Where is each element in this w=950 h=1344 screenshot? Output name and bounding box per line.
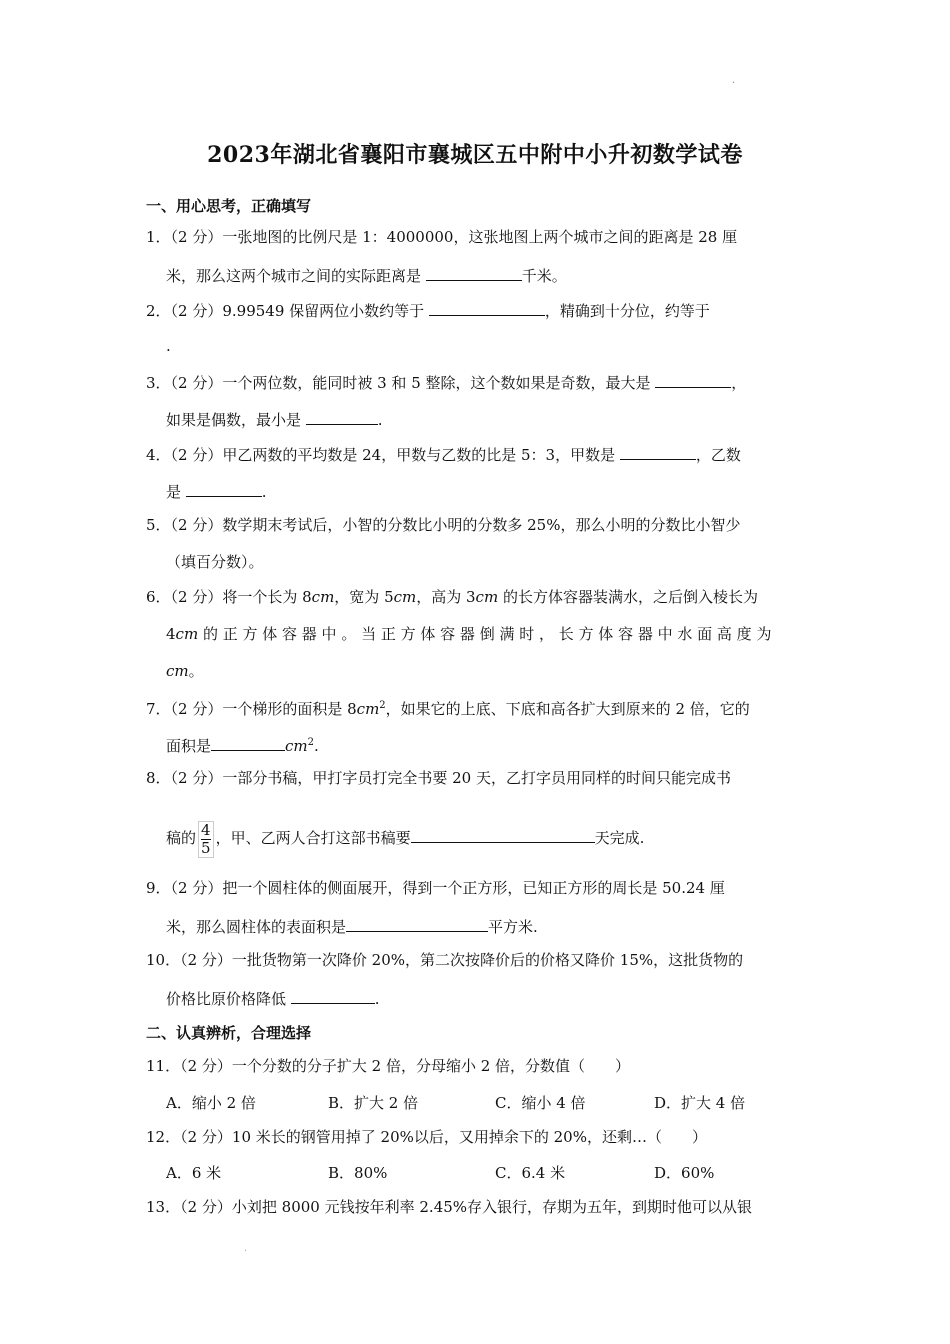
- question-3-text-2: ，: [731, 374, 747, 392]
- question-6-line-2: [166, 624, 771, 644]
- option-b[interactable]: B．80%: [328, 1164, 388, 1182]
- option-c[interactable]: C．缩小 4 倍: [495, 1094, 586, 1112]
- answer-blank[interactable]: [186, 480, 262, 497]
- question-9-line-2: [166, 915, 538, 937]
- question-3-text-3: 如果是偶数，最小是: [166, 411, 306, 429]
- question-9-line-1: 9．（2 分）把一个圆柱体的侧面展开，得到一个正方形，已知正方形的周长是 50.24 厘: [146, 879, 725, 897]
- answer-blank[interactable]: [346, 915, 488, 932]
- question-4-text-3: 是: [166, 483, 186, 501]
- question-6-line-1: [146, 587, 758, 607]
- question-7-line-2: [166, 733, 319, 756]
- question-9-text-2: 平方米.: [488, 918, 538, 936]
- option-c[interactable]: C．6.4 米: [495, 1164, 566, 1182]
- question-7-text-4: .: [314, 737, 319, 755]
- question-8-text-2: ，甲、乙两人合打这部书稿要: [215, 829, 411, 847]
- answer-blank[interactable]: [211, 734, 285, 751]
- question-1-line-1: 1．（2 分）一张地图的比例尺是 1：4000000，这张地图上两个城市之间的距离是 28 厘: [146, 228, 738, 246]
- question-2-text: 2．（2 分）9.99549 保留两位小数约等于: [146, 302, 429, 320]
- question-5-line-2: （填百分数）。: [166, 553, 264, 571]
- question-10-line-2: [166, 987, 380, 1009]
- answer-blank[interactable]: [426, 264, 522, 281]
- option-d[interactable]: D．扩大 4 倍: [654, 1094, 746, 1112]
- question-4-text: 4．（2 分）甲乙两数的平均数是 24，甲数与乙数的比是 5：3，甲数是: [146, 446, 620, 464]
- question-7-line-1: [146, 696, 750, 719]
- question-8-text: 稿的: [166, 829, 197, 847]
- question-4-line-1: [146, 443, 741, 465]
- option-d[interactable]: D．60%: [654, 1164, 715, 1182]
- question-6-text-5: 4: [166, 625, 176, 643]
- question-7-text-3: 面积是: [166, 737, 212, 755]
- square-exponent: 2: [307, 737, 315, 748]
- question-2-line-1: [146, 299, 710, 321]
- unit-cm: cm: [393, 588, 417, 606]
- question-3-line-2: [166, 408, 383, 430]
- square-exponent: 2: [379, 700, 386, 711]
- scan-dot: ·: [244, 1246, 248, 1257]
- question-10-text: 价格比原价格降低: [166, 990, 291, 1008]
- fraction-numerator: 4: [201, 820, 211, 839]
- unit-cm: cm: [285, 737, 308, 755]
- question-7-text-2: ，如果它的上底、下底和高各扩大到原来的 2 倍，它的: [385, 700, 750, 718]
- question-2-line-2: .: [166, 337, 171, 355]
- unit-cm: cm: [475, 588, 499, 606]
- unit-cm: cm: [175, 625, 199, 643]
- unit-cm: cm: [356, 700, 380, 718]
- question-6-line-3: [166, 661, 204, 681]
- question-9-text: 米，那么圆柱体的表面积是: [166, 918, 347, 936]
- question-8-line-1: 8．（2 分）一部分书稿，甲打字员打完全书要 20 天，乙打字员用同样的时间只能完成书: [146, 769, 731, 787]
- question-1-unit: 千米。: [521, 267, 567, 285]
- question-3-text-4: .: [377, 411, 383, 429]
- question-4-line-2: [166, 480, 267, 502]
- scan-dot: ·: [732, 78, 736, 89]
- answer-blank[interactable]: [291, 987, 375, 1004]
- question-11: 11．（2 分）一个分数的分子扩大 2 倍，分母缩小 2 倍，分数值（ ）: [146, 1057, 631, 1075]
- unit-cm: cm: [166, 662, 189, 680]
- question-6-text-6: 的 正 方 体 容 器 中 。 当 正 方 体 容 器 倒 满 时 ， 长 方 体 容 器 中 水 面 高 度 为: [198, 625, 772, 643]
- section-heading-2: 二、认真辨析，合理选择: [146, 1024, 312, 1042]
- question-10-text-2: .: [374, 990, 380, 1008]
- question-6-text: 6．（2 分）将一个长为 8: [146, 588, 312, 606]
- question-8-line-2: [166, 818, 644, 858]
- option-b[interactable]: B．扩大 2 倍: [328, 1094, 419, 1112]
- page-title: 2023年湖北省襄阳市襄城区五中附中小升初数学试卷: [207, 142, 743, 168]
- question-4-text-4: .: [261, 483, 267, 501]
- fraction-denominator: 5: [201, 838, 211, 857]
- option-a[interactable]: A．6 米: [166, 1164, 222, 1182]
- question-2-text-2: ，精确到十分位，约等于: [544, 302, 710, 320]
- question-6-text-7: 。: [188, 662, 204, 680]
- question-7-text: 7．（2 分）一个梯形的面积是 8: [146, 700, 357, 718]
- answer-blank[interactable]: [620, 443, 696, 460]
- question-4-text-2: ，乙数: [695, 446, 741, 464]
- answer-blank[interactable]: [655, 371, 731, 388]
- section-heading-1: 一、用心思考，正确填写: [146, 197, 312, 215]
- question-3-line-1: [146, 371, 746, 393]
- question-6-text-4: 的长方体容器装满水，之后倒入棱长为: [498, 588, 758, 606]
- answer-blank[interactable]: [411, 826, 595, 843]
- question-6-text-3: ，高为 3: [416, 588, 476, 606]
- unit-cm: cm: [311, 588, 335, 606]
- question-1-line-2: [166, 264, 567, 286]
- question-3-text: 3．（2 分）一个两位数，能同时被 3 和 5 整除，这个数如果是奇数，最大是: [146, 374, 656, 392]
- answer-blank[interactable]: [429, 299, 545, 316]
- question-13-line-1: 13．（2 分）小刘把 8000 元钱按年利率 2.45%存入银行，存期为五年，到期时他可以从银: [146, 1198, 753, 1216]
- question-6-text-2: ，宽为 5: [334, 588, 394, 606]
- question-5-line-1: 5．（2 分）数学期末考试后，小智的分数比小明的分数多 25%，那么小明的分数比小智少: [146, 516, 741, 534]
- fraction-four-fifths: [198, 821, 214, 858]
- question-1-text: 米，那么这两个城市之间的实际距离是: [166, 267, 426, 285]
- option-a[interactable]: A．缩小 2 倍: [166, 1094, 256, 1112]
- question-10-line-1: 10．（2 分）一批货物第一次降价 20%，第二次按降价后的价格又降价 15%，这批货物的: [146, 951, 744, 969]
- question-12: 12．（2 分）10 米长的钢管用掉了 20%以后，又用掉余下的 20%，还剩…（ ）: [146, 1128, 707, 1146]
- answer-blank[interactable]: [306, 408, 378, 425]
- question-8-text-3: 天完成.: [594, 829, 645, 847]
